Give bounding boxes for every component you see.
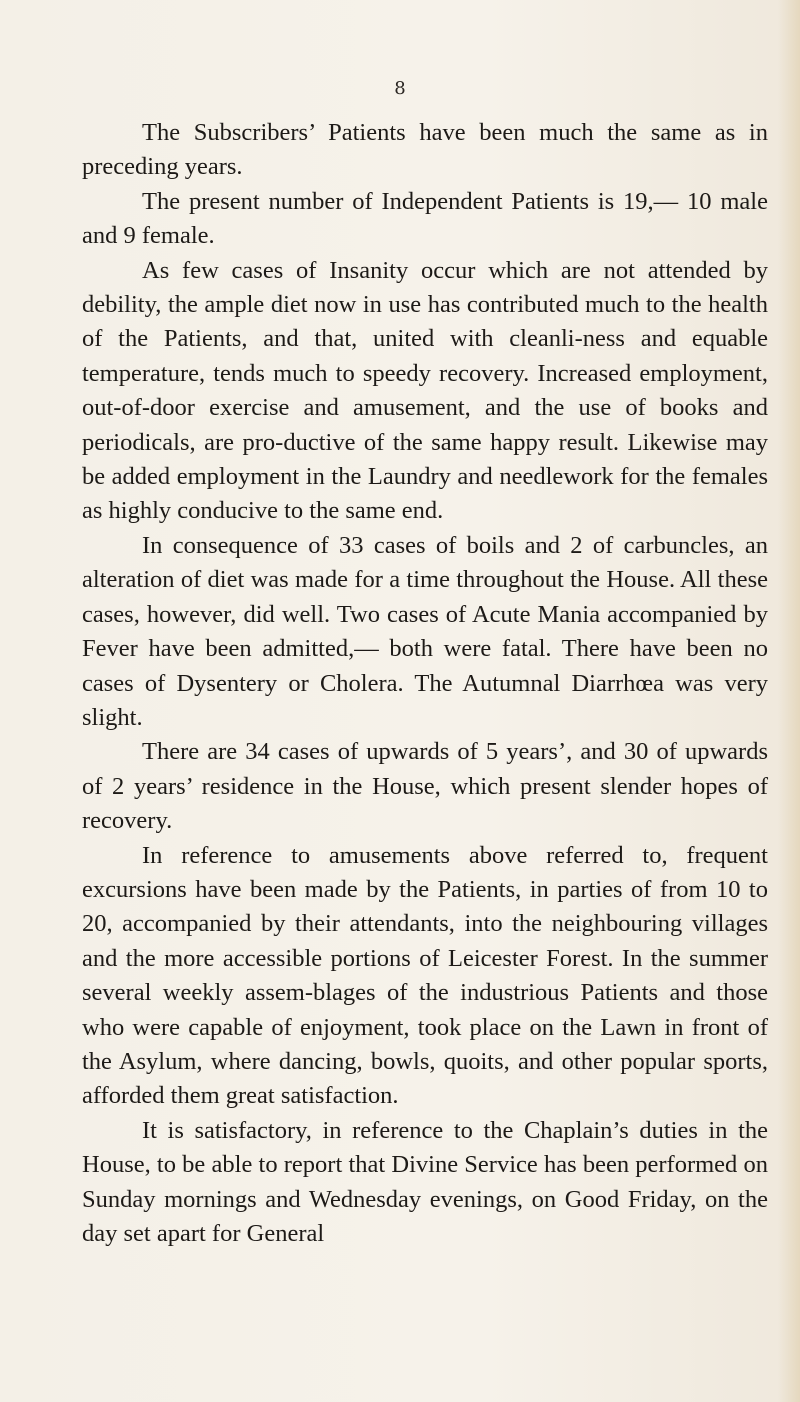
paragraph-amusements: In reference to amusements above referred to, frequent excursions have been made by the Patients, in parties of from 10 to 20, accompanied by their attendants, into the neighbouring villages and the more accessible portions of Leicester Forest. In the summer several weekly assem-blages of the industrious Patients and those who were capable of enjoyment, took place on the Lawn in front of the Asylum, where dancing, bowls, quoits, and other popular sports, afforded them great satisfaction. xyxy=(82,841,768,1110)
paragraph-boils-carbuncles: In consequence of 33 cases of boils and 2 of carbuncles, an alteration of diet was made for a time throughout the House. All these cases, however, did well. Two cases of Acute Mania accompanied by Fever have been admitted,— both were fatal. There have been no cases of Dysentery or Cholera. The Autumnal Diarrhœa was very slight. xyxy=(82,531,768,731)
page-number: 8 xyxy=(394,78,406,99)
page-edge-shadow xyxy=(778,0,800,1402)
paragraph-residence-cases: There are 34 cases of upwards of 5 years’, and 30 of upwards of 2 years’ residence in the House, which present slender hopes of recovery. xyxy=(82,738,768,835)
paragraph-independent-patients: The present number of Independent Patients is 19,— 10 male and 9 female. xyxy=(82,187,768,250)
body-text xyxy=(82,116,768,1251)
paragraph-subscribers-patients: The Subscribers’ Patients have been much the same as in preceding years. xyxy=(82,119,768,181)
paragraph-insanity-diet: As few cases of Insanity occur which are not attended by debility, the ample diet now in use has contributed much to the health of the Patients, and that, united with cleanli-ness and equable temperature, tends much to speedy recovery. Increased employment, out-of-door exercise and amusement, and the use of books and periodicals, are pro-ductive of the same happy result. Likewise may be added employment in the Laundry and needlework for the females as highly conducive to the same end. xyxy=(82,256,768,525)
paragraph-chaplain-duties: It is satisfactory, in reference to the Chaplain’s duties in the House, to be able to report that Divine Service has been performed on Sunday mornings and Wednesday evenings, on Good Friday, on the day set apart for General xyxy=(82,1116,768,1247)
